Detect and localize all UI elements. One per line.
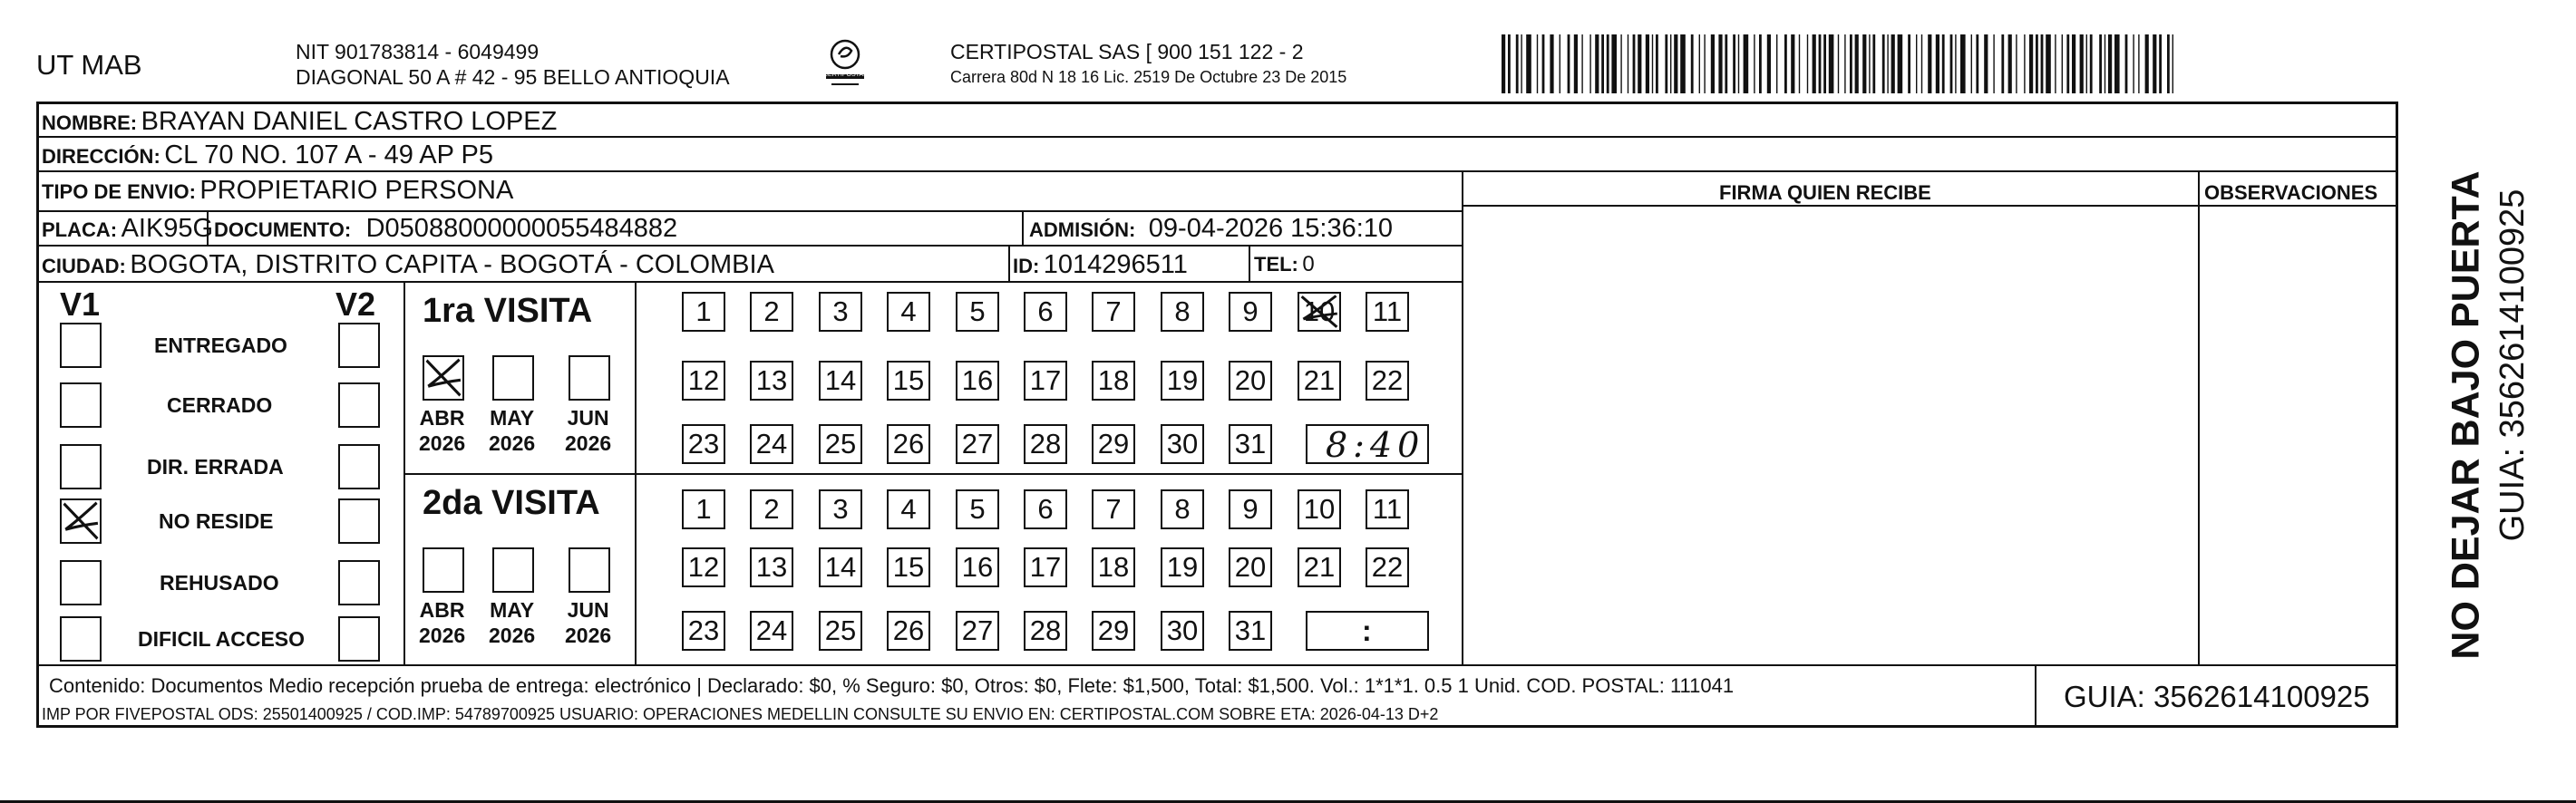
admission-cell (1029, 216, 1393, 242)
city-label: CIUDAD: (42, 255, 126, 277)
visit1-day-20[interactable] (1229, 361, 1272, 401)
visit2-day-7[interactable] (1092, 489, 1135, 529)
visit2-day-label-13: 13 (755, 551, 788, 583)
logo-caption: CERTIPOSTAL (823, 72, 867, 78)
visit2-day-label-10: 10 (1303, 493, 1336, 525)
visit1-day-14[interactable] (819, 361, 862, 401)
v2-checkbox-no-reside[interactable] (338, 498, 380, 544)
visit2-day-4[interactable] (887, 489, 930, 529)
visit2-day-22[interactable] (1366, 547, 1409, 587)
visit1-month-checkbox-abr[interactable] (423, 355, 464, 401)
visit1-month-label-jun: JUN 2026 (565, 406, 612, 455)
visit1-day-label-9: 9 (1242, 295, 1259, 327)
plate-label: PLACA: (42, 218, 118, 241)
status-label-no-reside: NO RESIDE (159, 509, 274, 533)
address-row (42, 142, 493, 169)
visit2-day-label-21: 21 (1303, 551, 1336, 583)
visit1-day-label-14: 14 (824, 364, 857, 396)
visit2-month-label-may: MAY 2026 (489, 598, 536, 647)
visit1-day-label-31: 31 (1234, 428, 1267, 460)
visit1-day-label-20: 20 (1234, 364, 1267, 396)
visit2-day-18[interactable] (1092, 547, 1135, 587)
visit1-month-checkbox-jun[interactable] (569, 355, 610, 401)
visit2-title: 2da VISITA (423, 484, 600, 522)
status-label-entregado: ENTREGADO (154, 334, 287, 357)
v1-checkbox-rehusado[interactable] (60, 560, 102, 605)
visit1-day-label-1: 1 (695, 295, 712, 327)
recipient-address: CL 70 NO. 107 A - 49 AP P5 (164, 140, 493, 169)
visit1-day-label-17: 17 (1029, 364, 1062, 396)
document-label: DOCUMENTO: (214, 218, 352, 241)
visit1-day-13[interactable] (750, 361, 793, 401)
visit2-day-15[interactable] (887, 547, 930, 587)
visit1-day-5[interactable] (956, 292, 999, 332)
carrier-license: Carrera 80d N 18 16 Lic. 2519 De Octubre 23 De 2015 (950, 68, 1347, 86)
visit1-time-box[interactable] (1306, 424, 1429, 464)
visit1-day-label-2: 2 (763, 295, 780, 327)
signature-header: FIRMA QUIEN RECIBE (1719, 181, 1931, 204)
visit2-day-17[interactable] (1024, 547, 1067, 587)
visit2-day-27[interactable] (956, 611, 999, 651)
visit2-day-label-9: 9 (1242, 493, 1259, 525)
visit1-day-6[interactable] (1024, 292, 1067, 332)
recipient-name: BRAYAN DANIEL CASTRO LOPEZ (141, 107, 558, 136)
v1-header: V1 (60, 285, 101, 323)
v2-checkbox-rehusado[interactable] (338, 560, 380, 605)
visit1-day-18[interactable] (1092, 361, 1135, 401)
side-warning: NO DEJAR BAJO PUERTA (2444, 170, 2488, 660)
name-row (42, 109, 557, 135)
visit1-day-label-26: 26 (892, 428, 925, 460)
visit2-day-12[interactable] (682, 547, 725, 587)
visit2-day-label-8: 8 (1174, 493, 1191, 525)
visit1-day-12[interactable] (682, 361, 725, 401)
visit1-day-21[interactable] (1298, 361, 1341, 401)
visit1-time: 8:40 (1326, 425, 1425, 465)
visit2-month-checkbox-may[interactable] (492, 547, 534, 593)
visit1-day-28[interactable] (1024, 424, 1067, 464)
visit1-day-4[interactable] (887, 292, 930, 332)
visit2-time-box[interactable] (1306, 611, 1429, 651)
visit2-day-8[interactable] (1161, 489, 1204, 529)
visit2-day-label-25: 25 (824, 614, 857, 646)
footer-print-info: IMP POR FIVEPOSTAL ODS: 25501400925 / COD.IMP: 54789700925 USUARIO: OPERACIONES MEDELLIN CONSULTE SU ENVIO EN: CERTIPOSTAL.COM SOBRE ETA: 2026-04-13 D+2 (42, 705, 1439, 723)
visit1-day-label-22: 22 (1371, 364, 1404, 396)
visit1-day-label-24: 24 (755, 428, 788, 460)
company-address: DIAGONAL 50 A # 42 - 95 BELLO ANTIOQUIA (296, 65, 730, 89)
visit2-time: : (1362, 614, 1372, 647)
visit1-day-label-7: 7 (1105, 295, 1122, 327)
visit2-day-3[interactable] (819, 489, 862, 529)
visit2-day-label-12: 12 (687, 551, 720, 583)
address-label: DIRECCIÓN: (42, 145, 160, 168)
visit1-day-label-8: 8 (1174, 295, 1191, 327)
visit1-day-label-25: 25 (824, 428, 857, 460)
side-guide-number: GUIA: 3562614100925 (2493, 189, 2532, 542)
visit2-day-23[interactable] (682, 611, 725, 651)
visit1-day-23[interactable] (682, 424, 725, 464)
visit1-day-label-30: 30 (1166, 428, 1199, 460)
visit1-day-label-11: 11 (1372, 295, 1403, 327)
visit2-day-28[interactable] (1024, 611, 1067, 651)
status-label-dificil-acceso: DIFICIL ACCESO (138, 627, 306, 651)
visit2-day-26[interactable] (887, 611, 930, 651)
visit2-day-6[interactable] (1024, 489, 1067, 529)
visit2-day-label-1: 1 (695, 493, 712, 525)
visit2-day-label-30: 30 (1166, 614, 1199, 646)
visit2-day-25[interactable] (819, 611, 862, 651)
visit1-day-31[interactable] (1229, 424, 1272, 464)
v2-checkbox-entregado[interactable] (338, 323, 380, 368)
visit1-day-label-18: 18 (1097, 364, 1130, 396)
tel-cell (1254, 254, 1315, 276)
visit2-day-label-3: 3 (832, 493, 849, 525)
visit1-month-label-abr: ABR 2026 (419, 406, 466, 455)
visit1-day-19[interactable] (1161, 361, 1204, 401)
visit2-day-9[interactable] (1229, 489, 1272, 529)
plate-cell (42, 216, 213, 242)
document-value: D05088000000055484882 (365, 214, 678, 243)
visit2-day-label-20: 20 (1234, 551, 1267, 583)
observations-header: OBSERVACIONES (2204, 181, 2378, 204)
visit1-day-label-5: 5 (969, 295, 986, 327)
visit2-day-label-6: 6 (1037, 493, 1054, 525)
visit1-day-15[interactable] (887, 361, 930, 401)
barcode-icon (1502, 34, 2176, 93)
visit1-day-25[interactable] (819, 424, 862, 464)
v2-header: V2 (335, 285, 376, 323)
visit2-day-label-24: 24 (755, 614, 788, 646)
visit2-day-label-29: 29 (1097, 614, 1130, 646)
visit2-month-label-abr: ABR 2026 (419, 598, 466, 647)
visit1-day-24[interactable] (750, 424, 793, 464)
visit2-day-1[interactable] (682, 489, 725, 529)
visit1-day-label-28: 28 (1029, 428, 1062, 460)
visit2-day-29[interactable] (1092, 611, 1135, 651)
visit1-day-29[interactable] (1092, 424, 1135, 464)
visit2-day-label-16: 16 (961, 551, 994, 583)
visit1-day-label-27: 27 (961, 428, 994, 460)
visit1-day-label-4: 4 (900, 295, 917, 327)
visit1-day-30[interactable] (1161, 424, 1204, 464)
handwritten-x-mark (424, 357, 462, 399)
ship-type-value: PROPIETARIO PERSONA (199, 176, 514, 205)
visit1-day-label-23: 23 (687, 428, 720, 460)
visit2-day-label-18: 18 (1097, 551, 1130, 583)
visit1-day-7[interactable] (1092, 292, 1135, 332)
visit1-day-1[interactable] (682, 292, 725, 332)
status-label-cerrado: CERRADO (167, 393, 273, 417)
tel-label: TEL: (1254, 253, 1298, 276)
visit1-day-label-3: 3 (832, 295, 849, 327)
visit1-month-label-may: MAY 2026 (489, 406, 536, 455)
status-label-rehusado: REHUSADO (160, 571, 279, 595)
visit2-day-label-14: 14 (824, 551, 857, 583)
plate-value: AIK95G (121, 214, 214, 243)
visit2-day-11[interactable] (1366, 489, 1409, 529)
v1-checkbox-cerrado[interactable] (60, 382, 102, 428)
name-label: NOMBRE: (42, 111, 138, 134)
visit2-day-21[interactable] (1298, 547, 1341, 587)
visit2-day-label-11: 11 (1372, 493, 1403, 525)
visit2-day-2[interactable] (750, 489, 793, 529)
visit1-month-checkbox-may[interactable] (492, 355, 534, 401)
v1-checkbox-dificil-acceso[interactable] (60, 616, 102, 662)
visit1-day-label-10: 10 (1303, 295, 1336, 327)
visit2-day-label-31: 31 (1234, 614, 1267, 646)
visit2-day-30[interactable] (1161, 611, 1204, 651)
handwritten-x-mark (1299, 294, 1339, 330)
visit2-day-16[interactable] (956, 547, 999, 587)
footer-contents: Contenido: Documentos Medio recepción prueba de entrega: electrónico | Declarado: $0, % Seguro: $0, Otros: $0, Flete: $1,500, Total: $1,500. Vol.: 1*1*1. 0.5 1 Unid. COD. POSTAL: 111041 (49, 674, 1735, 697)
visit1-day-label-19: 19 (1166, 364, 1199, 396)
v2-checkbox-dificil-acceso[interactable] (338, 616, 380, 662)
visit2-month-checkbox-jun[interactable] (569, 547, 610, 593)
visit2-day-10[interactable] (1298, 489, 1341, 529)
id-cell (1013, 252, 1188, 278)
visit1-day-16[interactable] (956, 361, 999, 401)
visit1-day-11[interactable] (1366, 292, 1409, 332)
v1-checkbox-no-reside[interactable] (60, 498, 102, 544)
visit1-day-8[interactable] (1161, 292, 1204, 332)
visit1-day-label-21: 21 (1303, 364, 1336, 396)
visit1-day-label-12: 12 (687, 364, 720, 396)
visit1-day-2[interactable] (750, 292, 793, 332)
visit2-day-label-2: 2 (763, 493, 780, 525)
visit2-day-24[interactable] (750, 611, 793, 651)
visit1-day-10[interactable] (1298, 292, 1341, 332)
visit2-day-label-19: 19 (1166, 551, 1199, 583)
tel-value: 0 (1302, 252, 1315, 276)
visit2-day-label-5: 5 (969, 493, 986, 525)
visit1-day-26[interactable] (887, 424, 930, 464)
carrier-name: CERTIPOSTAL SAS [ 900 151 122 - 2 (950, 40, 1304, 63)
visit1-day-label-29: 29 (1097, 428, 1130, 460)
visit2-day-label-7: 7 (1105, 493, 1122, 525)
document-cell (214, 216, 677, 242)
admission-value: 09-04-2026 15:36:10 (1148, 214, 1394, 243)
certipostal-logo (821, 38, 870, 91)
visit1-day-label-16: 16 (961, 364, 994, 396)
visit2-day-label-4: 4 (900, 493, 917, 525)
visit1-day-label-6: 6 (1037, 295, 1054, 327)
visit1-title: 1ra VISITA (423, 292, 593, 330)
status-label-dir-errada: DIR. ERRADA (147, 455, 284, 479)
visit2-day-label-27: 27 (961, 614, 994, 646)
admission-label: ADMISIÓN: (1029, 218, 1136, 241)
visit2-day-label-17: 17 (1029, 551, 1062, 583)
v2-checkbox-cerrado[interactable] (338, 382, 380, 428)
handwritten-x-mark (62, 500, 100, 542)
ship-type-label: TIPO DE ENVIO: (42, 180, 196, 203)
visit1-day-22[interactable] (1366, 361, 1409, 401)
visit1-day-3[interactable] (819, 292, 862, 332)
visit2-month-label-jun: JUN 2026 (565, 598, 612, 647)
ship-type-row (42, 178, 513, 204)
visit2-day-label-23: 23 (687, 614, 720, 646)
visit1-day-9[interactable] (1229, 292, 1272, 332)
company-code: UT MAB (36, 49, 142, 81)
visit1-day-label-15: 15 (892, 364, 925, 396)
visit2-day-19[interactable] (1161, 547, 1204, 587)
visit1-day-label-13: 13 (755, 364, 788, 396)
visit2-day-label-26: 26 (892, 614, 925, 646)
visit2-day-13[interactable] (750, 547, 793, 587)
visit2-day-5[interactable] (956, 489, 999, 529)
city-cell (42, 252, 774, 278)
id-label: ID: (1013, 255, 1040, 277)
visit2-day-label-22: 22 (1371, 551, 1404, 583)
v2-checkbox-dir-errada[interactable] (338, 444, 380, 489)
visit1-day-27[interactable] (956, 424, 999, 464)
visit2-day-31[interactable] (1229, 611, 1272, 651)
v1-checkbox-dir-errada[interactable] (60, 444, 102, 489)
city-value: BOGOTA, DISTRITO CAPITA - BOGOTÁ - COLOMBIA (130, 250, 774, 279)
v1-checkbox-entregado[interactable] (60, 323, 102, 368)
visit2-day-label-28: 28 (1029, 614, 1062, 646)
company-nit: NIT 901783814 - 6049499 (296, 40, 540, 63)
visit2-day-20[interactable] (1229, 547, 1272, 587)
footer-guide-number: GUIA: 3562614100925 (2064, 680, 2370, 713)
visit2-day-14[interactable] (819, 547, 862, 587)
visit2-month-checkbox-abr[interactable] (423, 547, 464, 593)
id-value: 1014296511 (1043, 250, 1188, 279)
visit2-day-label-15: 15 (892, 551, 925, 583)
visit1-day-17[interactable] (1024, 361, 1067, 401)
